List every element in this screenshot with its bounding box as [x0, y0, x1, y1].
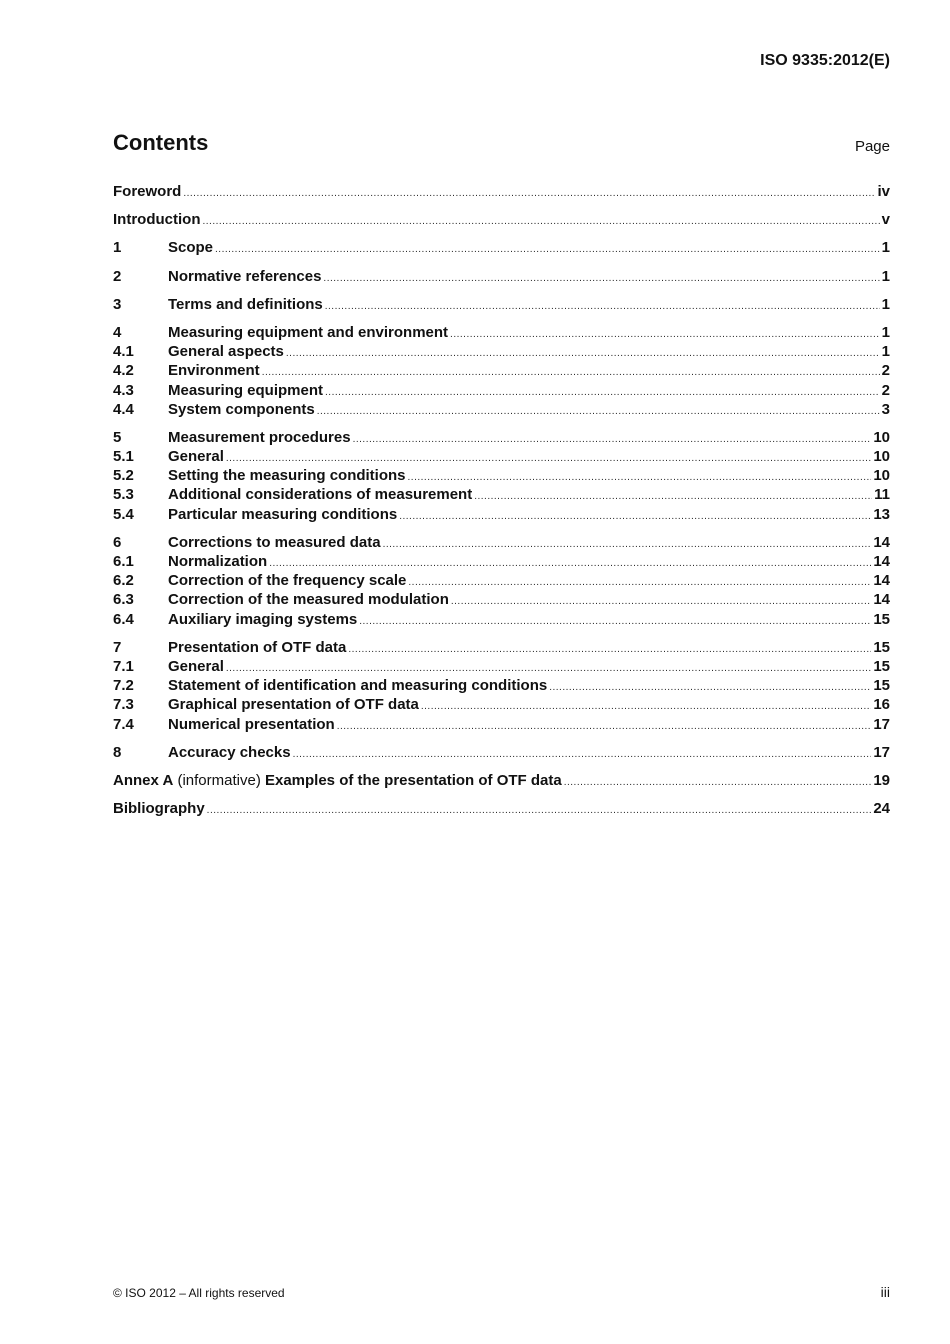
toc-entry-page: 10 — [873, 467, 890, 485]
toc-entry-page: 3 — [881, 400, 890, 418]
toc-entry-page: 19 — [873, 771, 890, 789]
toc-entry-title — [168, 485, 472, 504]
toc-dot-leader — [408, 573, 871, 592]
toc-entry-page: 17 — [873, 715, 890, 733]
toc-dot-leader — [262, 363, 880, 382]
toc-entry-number: 4 — [113, 323, 122, 341]
toc-entry-number: 4.2 — [113, 362, 134, 380]
copyright-notice: © ISO 2012 – All rights reserved — [113, 1286, 285, 1300]
toc-entry-number: 6.4 — [113, 610, 134, 628]
toc-entry-title-text: General — [168, 657, 224, 675]
toc-entry[interactable] — [113, 771, 890, 790]
toc-entry-page: 14 — [873, 533, 890, 551]
toc-entry-title-text: Annex A — [113, 771, 174, 789]
toc-entry-title — [168, 715, 335, 734]
toc-entry-number: 5.3 — [113, 486, 134, 504]
toc-entry-number: 7.1 — [113, 657, 134, 675]
toc-entry[interactable] — [113, 590, 890, 609]
toc-dot-leader — [202, 212, 879, 231]
toc-entry-page: 1 — [881, 239, 890, 257]
toc-dot-leader — [183, 184, 875, 203]
toc-entry-page: 15 — [873, 677, 890, 695]
toc-entry-title — [168, 571, 406, 590]
toc-dot-leader — [323, 269, 879, 288]
toc-entry-title — [113, 799, 205, 818]
toc-entry-page: 13 — [873, 505, 890, 523]
toc-entry-title-text: Measurement procedures — [168, 428, 351, 446]
toc-entry[interactable] — [113, 381, 890, 400]
toc-entry-title-text: Additional considerations of measurement — [168, 486, 473, 504]
toc-entry-title — [168, 342, 284, 361]
toc-entry[interactable] — [113, 552, 890, 571]
toc-entry-title-text: Accuracy checks — [168, 743, 291, 761]
toc-entry-title — [168, 590, 449, 609]
toc-entry[interactable] — [113, 638, 890, 657]
toc-entry-title — [168, 361, 260, 380]
toc-entry-page: iv — [877, 183, 890, 200]
toc-entry-number: 7 — [113, 638, 122, 656]
toc-entry[interactable] — [113, 295, 890, 314]
page-number: iii — [880, 1284, 890, 1300]
toc-dot-leader — [399, 507, 871, 526]
toc-entry[interactable] — [113, 485, 890, 504]
toc-entry-page: 1 — [881, 343, 890, 361]
toc-entry-title-text: Foreword — [113, 183, 182, 200]
toc-entry-title — [168, 505, 397, 524]
toc-entry-page: 14 — [873, 591, 890, 609]
toc-dot-leader — [337, 717, 872, 736]
toc-entry-title-text: Bibliography — [113, 800, 205, 818]
toc-entry-title-text: Normative references — [168, 267, 322, 285]
toc-entry-title-text: General — [168, 448, 224, 466]
toc-entry-title-text: Statement of identification and measuring conditions — [168, 677, 548, 695]
toc-entry[interactable] — [113, 533, 890, 552]
toc-entry-title-text: Measuring equipment — [168, 381, 324, 399]
toc-entry[interactable] — [113, 342, 890, 361]
toc-entry[interactable] — [113, 571, 890, 590]
toc-entry-title — [168, 610, 357, 629]
toc-entry[interactable] — [113, 695, 890, 714]
toc-dot-leader — [286, 344, 880, 363]
toc-entry-page: 14 — [873, 572, 890, 590]
toc-entry-number: 6.3 — [113, 591, 134, 609]
toc-entry-title-text: Correction of the measured modulation — [168, 591, 449, 609]
toc-entry-page: 14 — [873, 553, 890, 570]
toc-entry[interactable] — [113, 715, 890, 734]
toc-entry-page: 2 — [881, 381, 890, 399]
toc-entry-number: 7.3 — [113, 696, 134, 714]
toc-entry-title — [168, 238, 213, 257]
toc-entry-number: 4.3 — [113, 381, 134, 399]
toc-entry-title-text: Graphical presentation of OTF data — [168, 696, 419, 714]
toc-entry-page: 10 — [873, 428, 890, 446]
toc-entry-title-text: Corrections to measured data — [168, 533, 381, 551]
toc-entry-page: 15 — [873, 638, 890, 656]
toc-entry-title-text: Numerical presentation — [168, 715, 335, 733]
toc-dot-leader — [450, 325, 880, 344]
toc-entry-title — [168, 638, 346, 657]
toc-entry-title — [168, 447, 224, 466]
toc-dot-leader — [215, 240, 880, 259]
toc-dot-leader — [325, 383, 880, 402]
toc-entry[interactable] — [113, 610, 890, 629]
toc-entry-number: 8 — [113, 743, 122, 761]
toc-entry-number: 4.4 — [113, 400, 134, 418]
toc-entry[interactable] — [113, 799, 890, 818]
toc-entry-title-text: Correction of the frequency scale — [168, 572, 407, 590]
toc-dot-leader — [207, 801, 872, 820]
toc-dot-leader — [549, 678, 871, 697]
toc-dot-leader — [293, 745, 872, 764]
toc-entry-title-text: Normalization — [168, 553, 268, 570]
toc-entry-title — [168, 676, 547, 695]
toc-dot-leader — [317, 402, 880, 421]
toc-entry-title — [168, 695, 419, 714]
toc-entry-title — [168, 657, 224, 676]
toc-entry-number: 4.1 — [113, 343, 134, 361]
toc-entry-title — [168, 381, 323, 400]
toc-entry-title-text: Introduction — [113, 211, 201, 229]
toc-entry-title-text: Environment — [168, 362, 260, 380]
toc-entry-title-text: Measuring equipment and environment — [168, 323, 449, 341]
toc-entry-page: 1 — [881, 267, 890, 285]
toc-entry-page: 17 — [873, 743, 890, 761]
toc-dot-leader — [564, 773, 872, 792]
toc-entry-page: 16 — [873, 696, 890, 714]
toc-dot-leader — [353, 430, 872, 449]
toc-entry-page: v — [881, 211, 890, 229]
page-column-label: Page — [854, 138, 890, 155]
toc-entry-title — [168, 428, 351, 447]
toc-entry-number: 7.4 — [113, 715, 134, 733]
toc-entry-title-text: Setting the measuring conditions — [168, 467, 406, 485]
toc-entry-page: 2 — [881, 362, 890, 380]
toc-entry-page: 10 — [873, 448, 890, 466]
toc-entry-number: 5.4 — [113, 505, 134, 523]
toc-entry-title — [168, 400, 315, 419]
toc-entry-page: 15 — [873, 610, 890, 628]
toc-dot-leader — [421, 697, 871, 716]
toc-entry-annex-title: Examples of the presentation of OTF data — [264, 771, 562, 789]
toc-entry[interactable] — [113, 743, 890, 762]
toc-entry[interactable] — [113, 400, 890, 419]
toc-dot-leader — [348, 640, 871, 659]
toc-entry-number: 7.2 — [113, 677, 134, 695]
toc-entry-number: 3 — [113, 295, 122, 313]
toc-entry[interactable] — [113, 676, 890, 695]
toc-entry-title-text: Particular measuring conditions — [168, 505, 398, 523]
toc-entry[interactable] — [113, 182, 890, 201]
toc-entry-title — [113, 210, 200, 229]
toc-entry-title-text: General aspects — [168, 343, 284, 361]
toc-entry-page: 1 — [881, 323, 890, 341]
toc-entry-title — [168, 533, 381, 552]
toc-entry-title — [168, 466, 406, 485]
toc-dot-leader — [451, 592, 871, 611]
toc-entry-title — [113, 771, 562, 790]
toc-entry-title-text: Scope — [168, 239, 214, 257]
toc-entry[interactable] — [113, 210, 890, 229]
toc-entry[interactable] — [113, 657, 890, 676]
toc-entry-annex-type: (informative) — [173, 771, 265, 789]
toc-entry-number: 6.1 — [113, 553, 134, 570]
toc-entry-number: 2 — [113, 267, 122, 285]
toc-entry-title — [168, 743, 291, 762]
toc-dot-leader — [359, 612, 871, 631]
toc-entry-title — [168, 267, 321, 286]
toc-entry-title-text: Presentation of OTF data — [168, 638, 347, 656]
toc-entry-page: 11 — [874, 486, 890, 504]
toc-entry-title — [113, 182, 181, 201]
toc-entry-number: 6 — [113, 533, 122, 551]
toc-entry[interactable] — [113, 238, 890, 257]
toc-entry-page: 15 — [873, 657, 890, 675]
toc-entry[interactable] — [113, 466, 890, 485]
toc-dot-leader — [325, 297, 880, 316]
toc-entry[interactable] — [113, 505, 890, 524]
toc-entry-number: 5.1 — [113, 448, 134, 466]
toc-entry-title — [168, 552, 267, 571]
toc-entry-title-text: System components — [168, 400, 315, 418]
toc-entry[interactable] — [113, 361, 890, 380]
contents-heading: Contents — [113, 130, 209, 155]
toc-entry[interactable] — [113, 428, 890, 447]
table-of-contents — [113, 182, 890, 818]
toc-entry-number: 1 — [113, 239, 122, 257]
toc-dot-leader — [474, 487, 872, 506]
toc-entry-title — [168, 295, 323, 314]
toc-entry-title-text: Terms and definitions — [168, 295, 323, 313]
toc-entry[interactable] — [113, 323, 890, 342]
toc-entry[interactable] — [113, 447, 890, 466]
toc-entry-number: 5.2 — [113, 467, 134, 485]
toc-entry-title — [168, 323, 448, 342]
toc-dot-leader — [408, 468, 872, 487]
toc-entry-number: 5 — [113, 428, 122, 446]
toc-entry-number: 6.2 — [113, 572, 134, 590]
toc-entry-title-text: Auxiliary imaging systems — [168, 610, 358, 628]
toc-dot-leader — [383, 535, 872, 554]
document-id: ISO 9335:2012(E) — [760, 52, 890, 69]
toc-entry-page: 1 — [881, 295, 890, 313]
toc-entry-page: 24 — [873, 800, 890, 818]
toc-entry[interactable] — [113, 267, 890, 286]
